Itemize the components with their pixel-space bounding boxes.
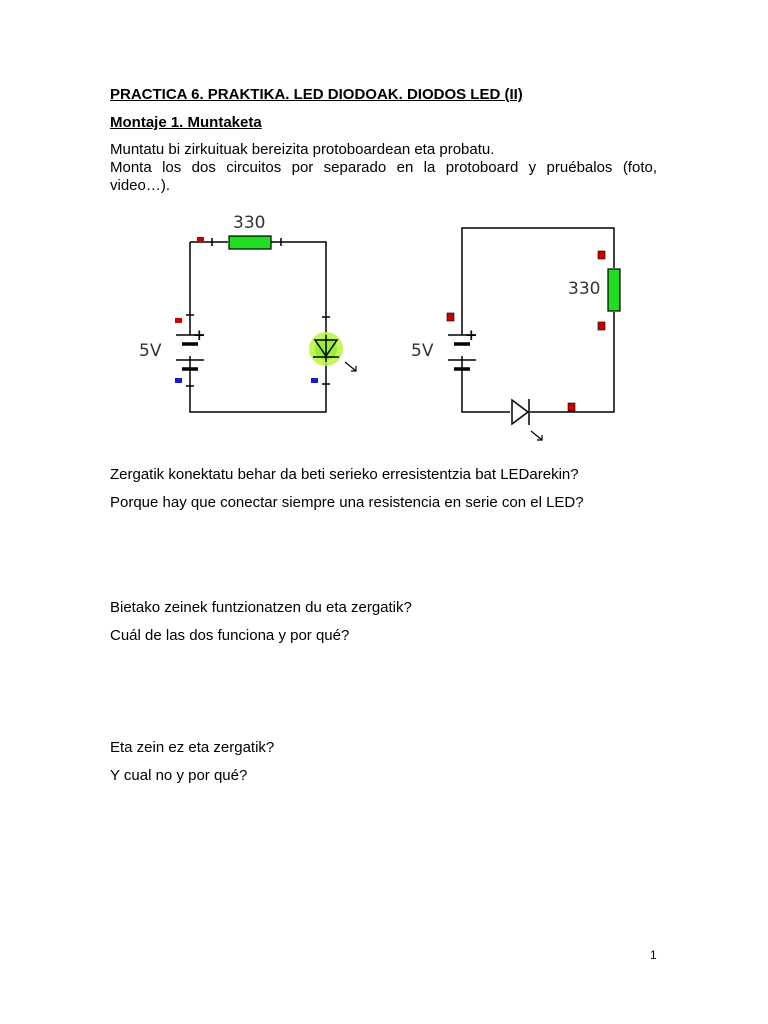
circuit-1-plus-sign: + <box>193 326 206 344</box>
circuit-2-marker-red <box>598 251 605 259</box>
instruction-basque: Muntatu bi zirkuituak bereizita protoboardean eta probatu. <box>110 141 495 158</box>
question-2-spanish: Cuál de las dos funciona y por qué? <box>110 627 350 644</box>
question-3-spanish: Y cual no y por qué? <box>110 767 248 784</box>
circuit-1-marker-blue <box>311 378 318 383</box>
circuit-2-resistor-label: 330 <box>568 279 601 299</box>
circuit-1-battery-label: 5V <box>139 341 162 361</box>
circuit-2-led <box>512 399 542 440</box>
circuit-1-resistor-label: 330 <box>233 213 266 233</box>
question-1-basque: Zergatik konektatu behar da beti serieko erresistentzia bat LEDarekin? <box>110 466 579 483</box>
circuit-2-wires <box>462 228 614 412</box>
circuit-1-node-ticks <box>186 315 330 386</box>
circuit-2-marker-red <box>568 403 575 411</box>
circuit-1-marker-blue <box>175 378 182 383</box>
circuit-2 <box>411 228 620 440</box>
question-2-basque: Bietako zeinek funtzionatzen du eta zergatik? <box>110 599 412 616</box>
circuit-2-battery-label: 5V <box>411 341 434 361</box>
section-heading: Montaje 1. Muntaketa <box>110 114 262 131</box>
circuit-2-resistor <box>608 269 620 311</box>
document-title: PRACTICA 6. PRAKTIKA. LED DIODOAK. DIODOS LED (II) <box>110 86 523 103</box>
circuit-figure <box>0 0 768 460</box>
instruction-spanish-cont: video…). <box>110 177 171 194</box>
page-number: 1 <box>650 948 657 962</box>
circuit-2-plus-sign: + <box>465 326 478 344</box>
question-1-spanish: Porque hay que conectar siempre una resistencia en serie con el LED? <box>110 494 584 511</box>
circuit-2-marker-red <box>447 313 454 321</box>
circuit-2-marker-red <box>598 322 605 330</box>
circuit-1-wires <box>190 242 326 412</box>
circuit-1-led <box>309 332 356 371</box>
question-3-basque: Eta zein ez eta zergatik? <box>110 739 275 756</box>
instruction-spanish: Monta los dos circuitos por separado en la protoboard y pruébalos (foto, <box>110 159 657 176</box>
circuit-1 <box>139 213 356 412</box>
circuit-1-marker-red <box>197 237 204 242</box>
circuit-1-marker-red <box>175 318 182 323</box>
circuit-1-resistor <box>229 236 271 249</box>
